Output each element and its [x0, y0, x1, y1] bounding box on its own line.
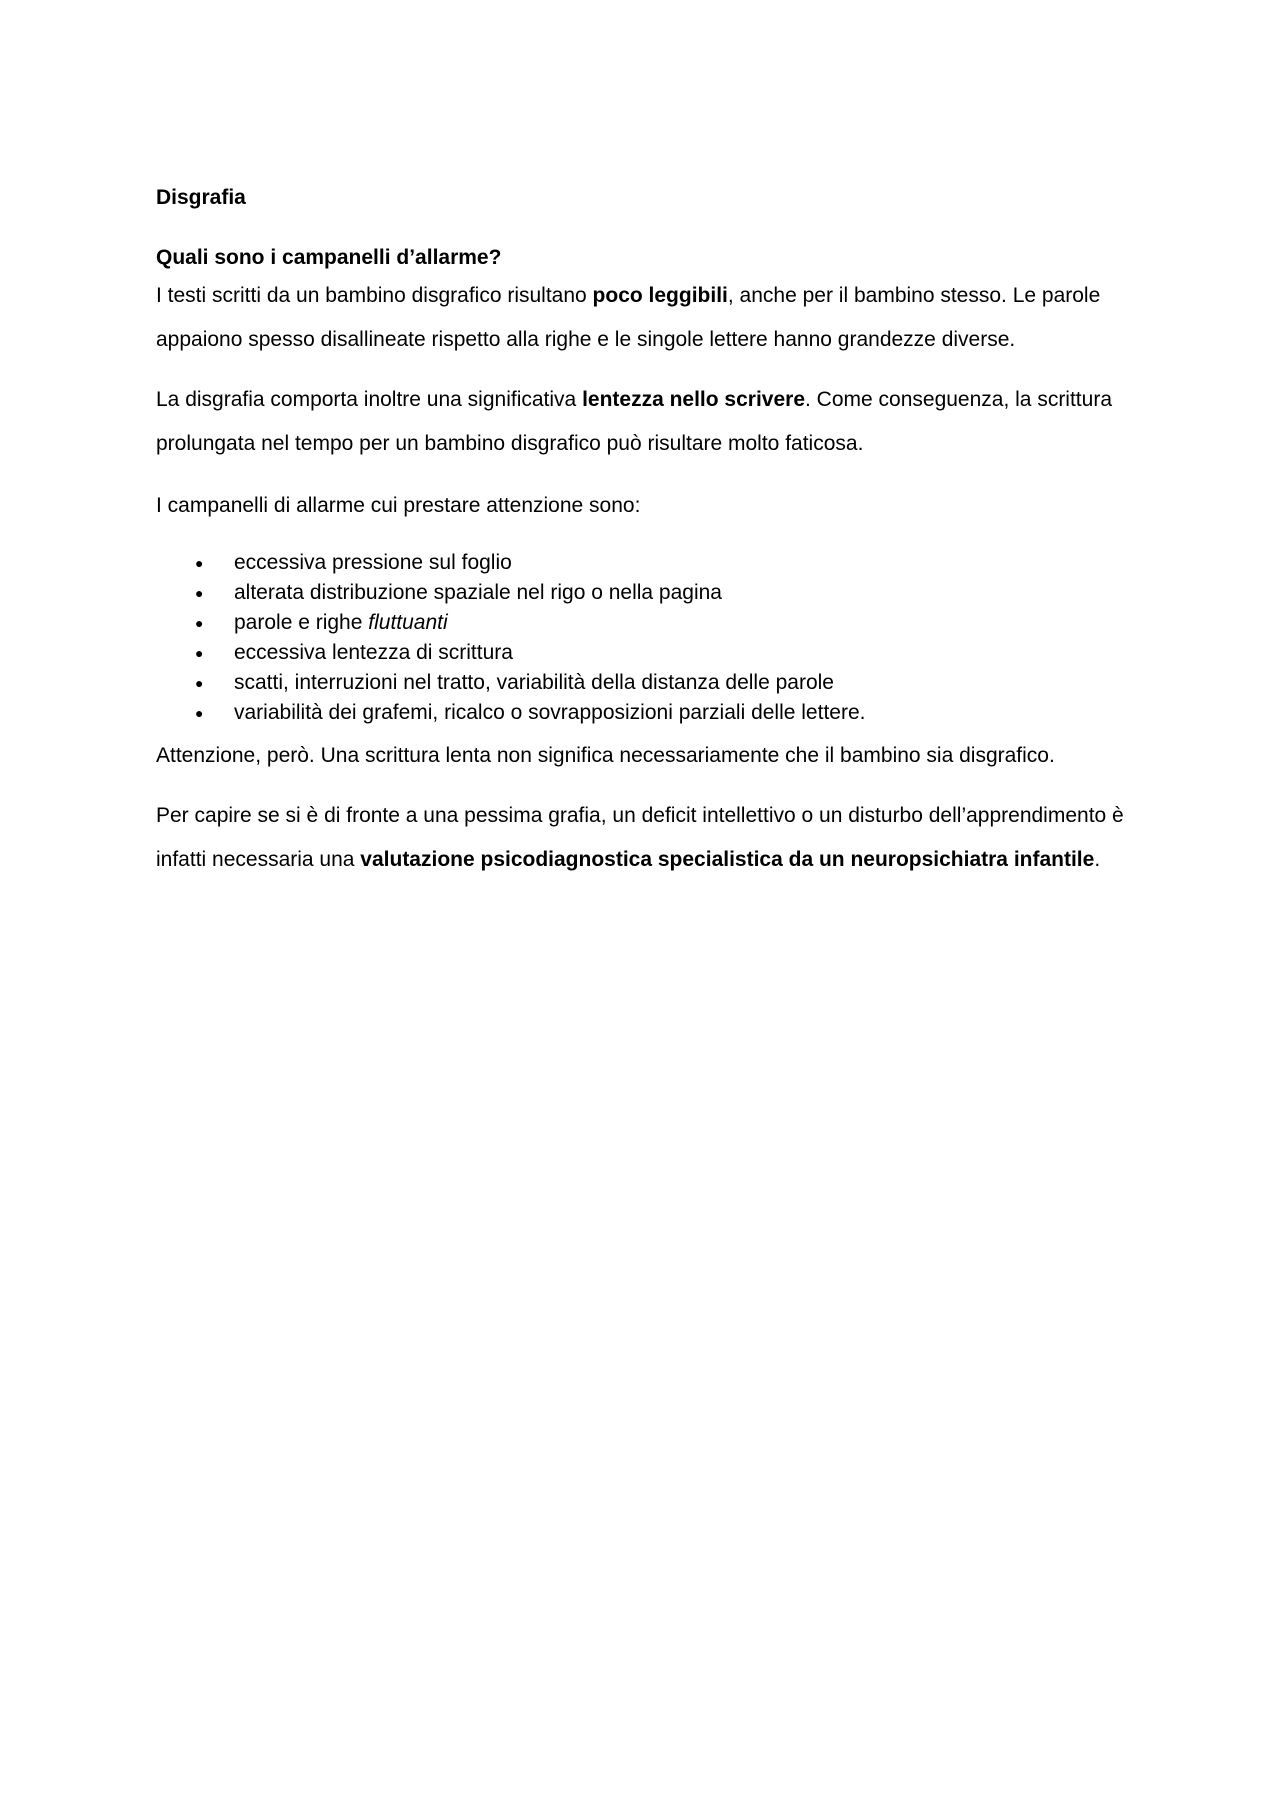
emphasis-text: poco leggibili: [592, 284, 728, 307]
paragraph-slowness: [156, 378, 1136, 466]
list-item: [156, 608, 1136, 638]
list-item: [156, 578, 1136, 608]
emphasis-text: valutazione psicodiagnostica specialistica da un neuropsichiatra infantile: [360, 848, 1095, 871]
list-item: [156, 638, 1136, 668]
list-item: [156, 698, 1136, 728]
paragraph-caution: Attenzione, però. Una scrittura lenta non significa necessariamente che il bambino sia disgrafico.: [156, 744, 1055, 767]
paragraph-legibility: [156, 274, 1136, 362]
document-body: [156, 184, 1136, 882]
bullet-icon: ●: [195, 555, 204, 571]
list-item-text: alterata distribuzione spaziale nel rigo o nella pagina: [234, 581, 722, 604]
bullet-icon: ●: [195, 585, 204, 601]
list-item: [156, 668, 1136, 698]
bullet-icon: ●: [195, 675, 204, 691]
italic-text: fluttuanti: [368, 611, 448, 634]
list-item-text: scatti, interruzioni nel tratto, variabilità della distanza delle parole: [234, 671, 834, 694]
paragraph-text: Per capire se si è di fronte a una pessima grafia, un deficit intellettivo o un disturbo dell’apprendimento è infatti necessaria una: [156, 804, 1124, 871]
emphasis-text: lentezza nello scrivere: [582, 388, 806, 411]
paragraph-evaluation: [156, 794, 1136, 882]
section-heading: Quali sono i campanelli d’allarme?: [156, 246, 502, 269]
paragraph-text: La disgrafia comporta inoltre una significativa: [156, 388, 583, 411]
bullet-icon: ●: [195, 705, 204, 721]
document-title: Disgrafia: [156, 186, 246, 209]
paragraph-intro-list: I campanelli di allarme cui prestare attenzione sono:: [156, 494, 641, 517]
bullet-icon: ●: [195, 645, 204, 661]
paragraph-text: , anche per il bambino stesso. Le parole appaiono spesso disallineate rispetto alla righe e le singole lettere hanno grandezze diverse.: [156, 284, 1101, 351]
list-item-text: variabilità dei grafemi, ricalco o sovrapposizioni parziali delle lettere.: [234, 701, 866, 724]
paragraph-text: I testi scritti da un bambino disgrafico risultano: [156, 284, 593, 307]
paragraph-text: . Come conseguenza, la scrittura prolungata nel tempo per un bambino disgrafico può risultare molto faticosa.: [156, 388, 1112, 455]
warning-signs-list: [156, 548, 1136, 728]
list-item: [156, 548, 1136, 578]
bullet-icon: ●: [195, 615, 204, 631]
list-item-text: eccessiva pressione sul foglio: [234, 551, 512, 574]
list-item-text: eccessiva lentezza di scrittura: [234, 641, 513, 664]
paragraph-text: .: [1094, 848, 1101, 871]
list-item-text: parole e righe: [234, 611, 369, 634]
